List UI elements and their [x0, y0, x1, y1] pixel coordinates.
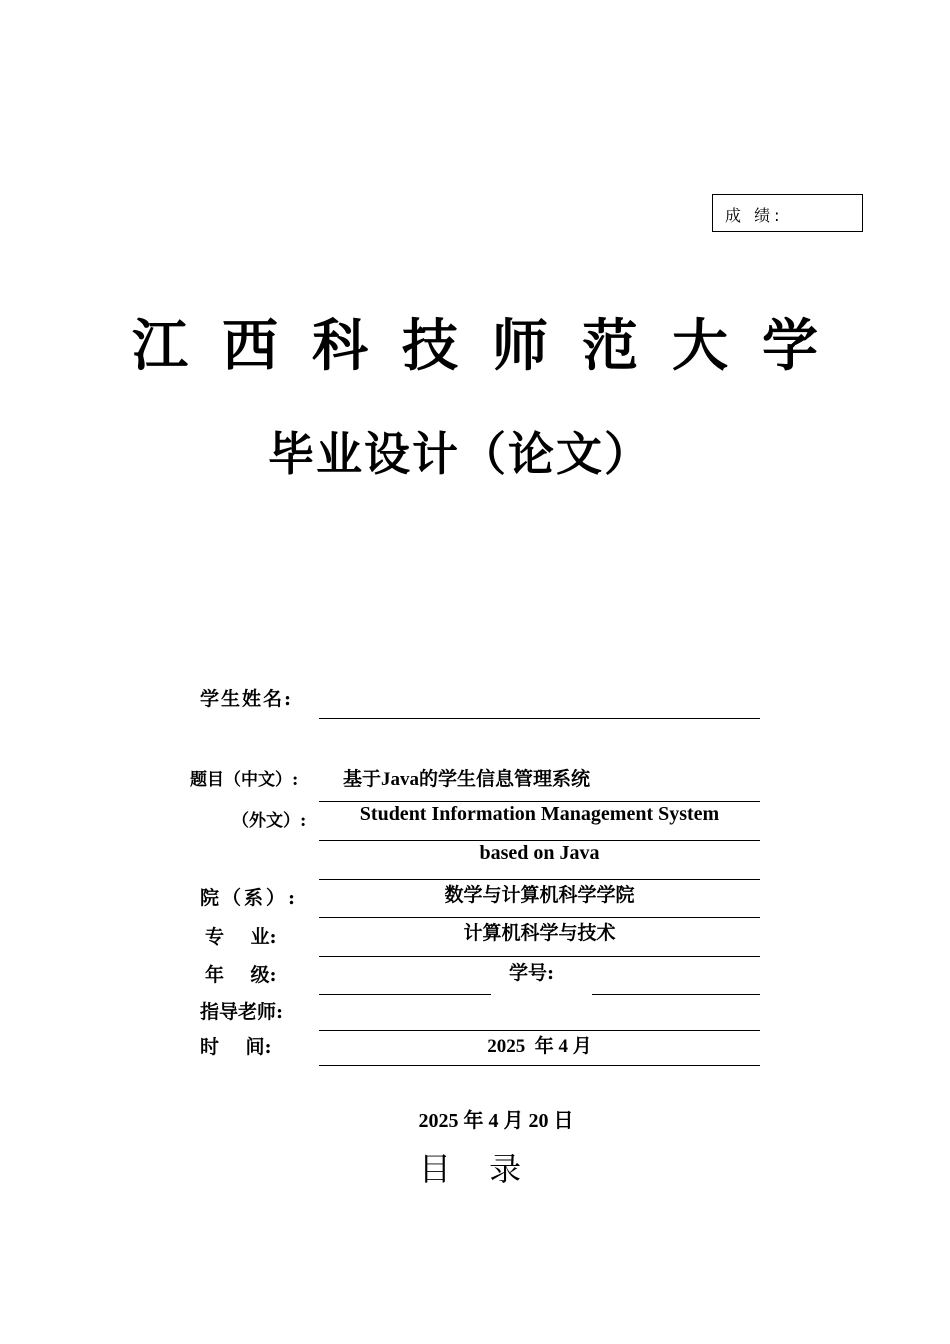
title-cn-line [319, 801, 760, 802]
grade-label: 成 绩: [725, 206, 784, 225]
document-date: 2025 年 4 月 20 日 [418, 1110, 574, 1132]
time-line [319, 1065, 760, 1066]
grade-box [712, 194, 863, 232]
student-id-line [592, 994, 760, 995]
toc-title: 目 录 [418, 1150, 536, 1188]
title-en-value-line1: Student Information Management System [359, 803, 720, 825]
time-label: 时 间: [200, 1036, 272, 1058]
department-value: 数学与计算机科学学院 [444, 885, 635, 906]
title-en-line1 [319, 840, 760, 841]
title-cn-value: 基于Java的学生信息管理系统 [343, 769, 591, 790]
university-name: 江西科技师范大学 [132, 313, 852, 379]
major-label: 专 业: [205, 926, 277, 948]
time-value: 2025 年 4 月 [487, 1036, 592, 1057]
student-id-label: 学号: [509, 962, 555, 984]
student-name-label: 学生姓名: [200, 688, 294, 710]
major-line [319, 956, 760, 957]
department-label: 院（系）: [200, 887, 299, 909]
student-name-line [319, 718, 760, 719]
advisor-label: 指导老师: [200, 1001, 284, 1023]
grade-year-label: 年 级: [205, 964, 277, 986]
grade-year-line [319, 994, 491, 995]
thesis-title: 毕业设计（论文） [268, 427, 652, 481]
title-en-value-line2: based on Java [479, 842, 600, 864]
title-cn-label: 题目（中文）: [190, 770, 299, 790]
major-value: 计算机科学与技术 [463, 923, 616, 944]
title-en-label: （外文）: [232, 811, 307, 831]
